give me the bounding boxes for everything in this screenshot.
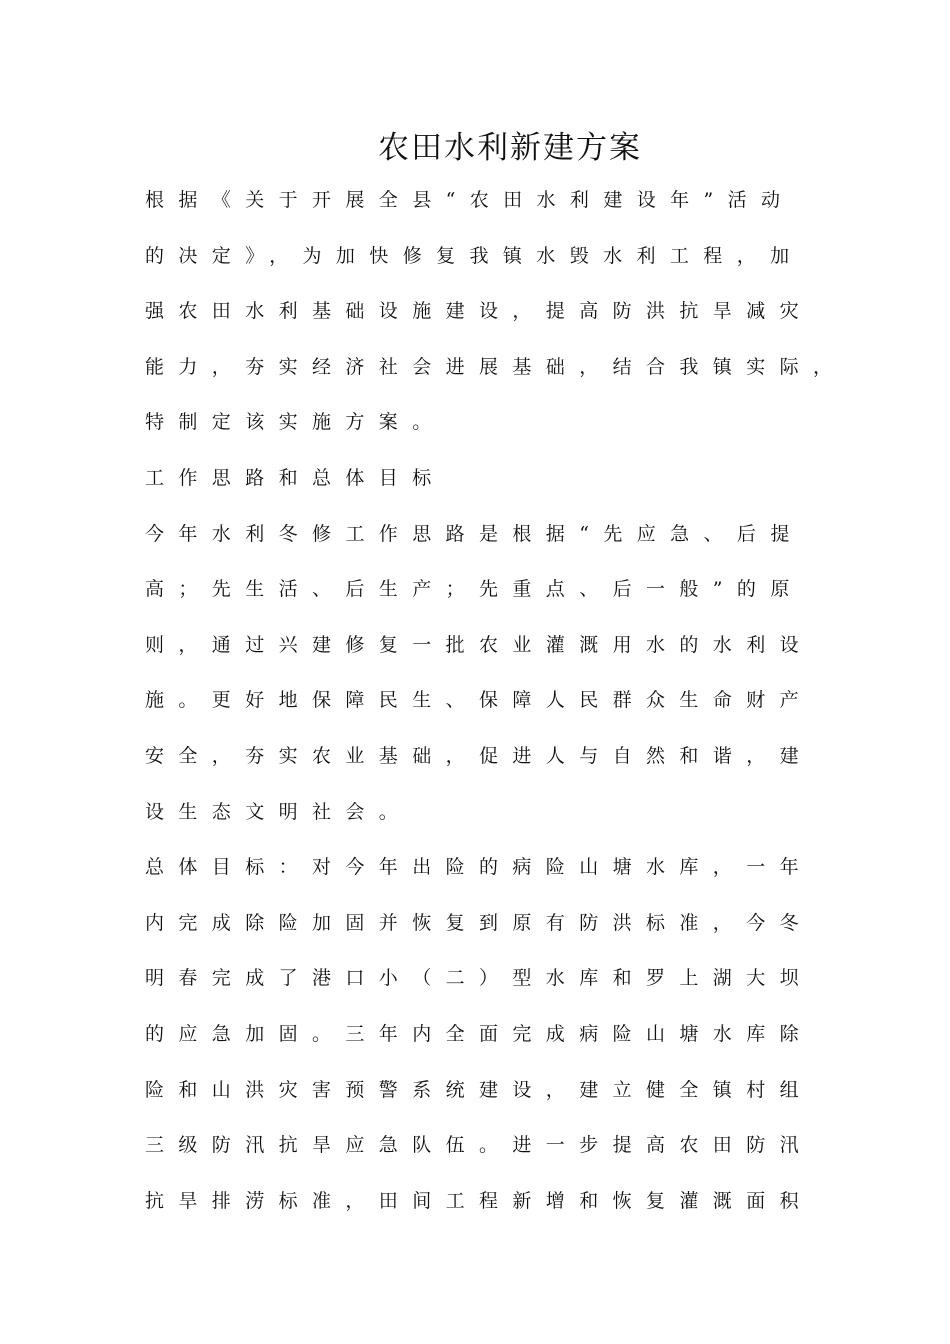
body-line: 高；先生活、后生产；先重点、后一般”的原 [145, 578, 804, 601]
body-line: 明春完成了港口小（二）型水库和罗上湖大坝 [145, 967, 814, 990]
document-title: 农田水利新建方案 [378, 130, 642, 166]
body-line: 施。更好地保障民生、保障人民群众生命财产 [145, 689, 814, 712]
body-line: 今年水利冬修工作思路是根据“先应急、后提 [145, 522, 804, 545]
body-line: 险和山洪灾害预警系统建设，建立健全镇村组 [145, 1078, 814, 1101]
body-line: 内完成除险加固并恢复到原有防洪标准，今冬 [145, 911, 814, 934]
document-body [145, 182, 845, 1238]
body-line: 三级防汛抗旱应急队伍。进一步提高农田防汛 [145, 1134, 814, 1157]
body-line: 的决定》，为加快修复我镇水毁水利工程，加 [145, 244, 804, 267]
body-line: 能力，夯实经济社会进展基础，结合我镇实际， [145, 355, 847, 378]
body-line: 总体目标：对今年出险的病险山塘水库，一年 [145, 856, 814, 879]
body-line: 安全，夯实农业基础，促进人与自然和谐，建 [145, 744, 814, 767]
section-heading: 工作思路和总体目标 [145, 466, 446, 489]
body-line: 设生态文明社会。 [145, 800, 413, 823]
body-line: 根据《关于开展全县“农田水利建设年”活动 [145, 189, 795, 211]
body-line: 强农田水利基础设施建设，提高防洪抗旱减灾 [145, 300, 814, 323]
body-line: 则，通过兴建修复一批农业灌溉用水的水利设 [145, 633, 814, 656]
body-line: 的应急加固。三年内全面完成病险山塘水库除 [145, 1022, 814, 1045]
body-line: 特制定该实施方案。 [145, 411, 446, 434]
body-line: 抗旱排涝标准，田间工程新增和恢复灌溉面积 [145, 1189, 814, 1212]
